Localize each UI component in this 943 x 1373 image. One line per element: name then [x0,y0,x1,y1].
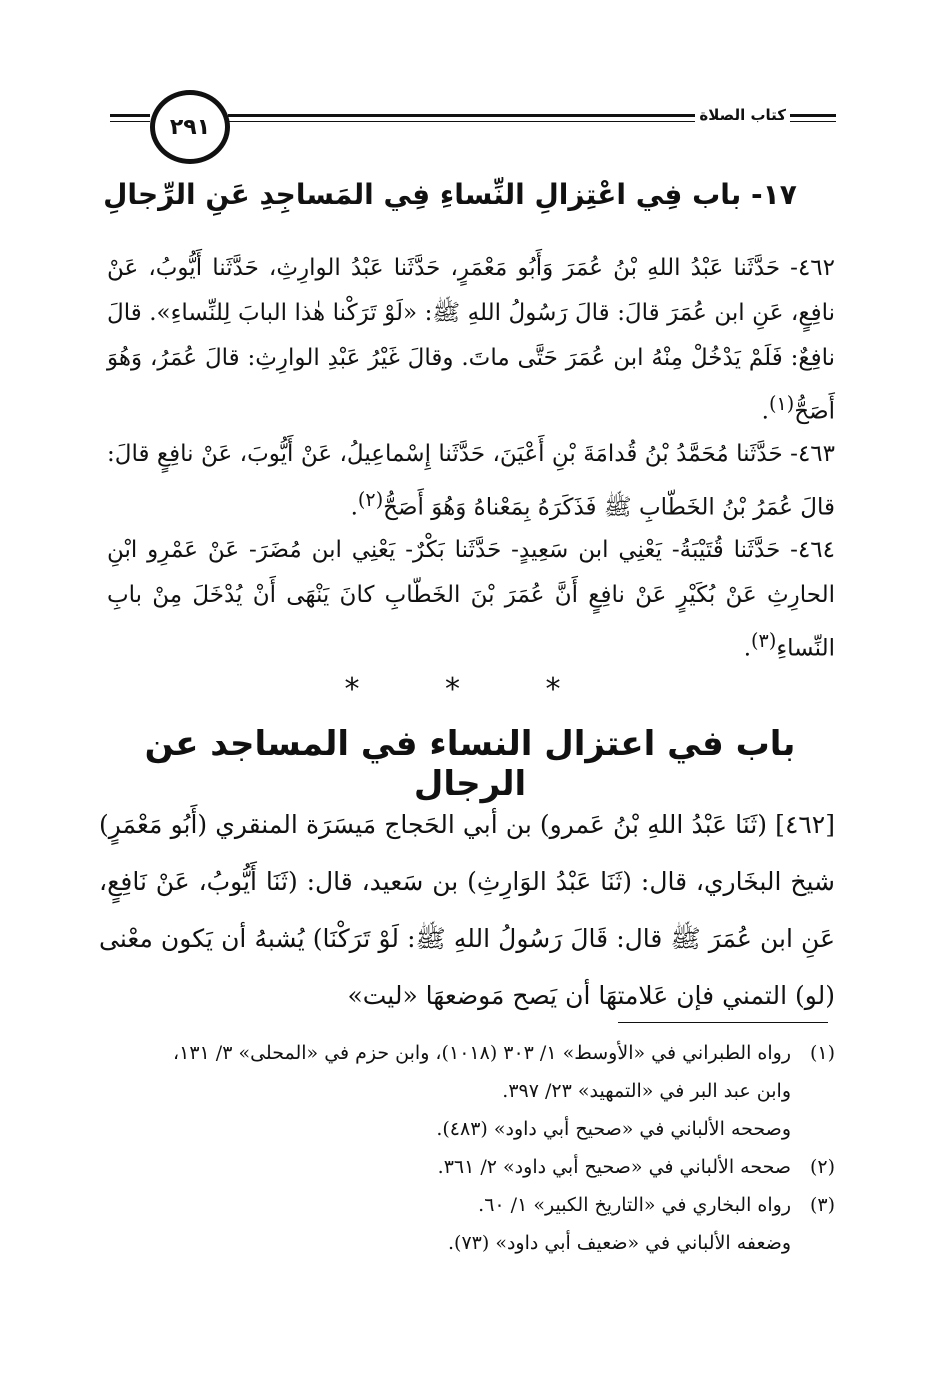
footnote-ref: (٢) [357,488,384,511]
footnote-3-line-2: وضعفه الألباني في «ضعيف أبي داود» (٧٣). [448,1232,791,1254]
footnote-1-line-1: (١)رواه الطبراني في «الأوسط» ١/ ٣٠٣ (١٠١٨)، وابن حزم في «المحلى» ٣/ ١٣١، [105,1034,835,1072]
commentary-body: [٤٦٢] (ثَنَا عَبْدُ اللهِ بْنُ عَمرو) بن أبي الحَجاج مَيسَرَة المنقري (أَبُو مَعْمَرٍ) شيخ البخَاري، قال: (ثَنَا عَبْدُ الوَارِثِ) بن سَعيد، قال: (ثَنَا أَيُّوبُ، عَنْ نَافِعٍ، عَنِ ابن عُمَرَ ﷺ قال: قَالَ رَسُولُ اللهِ ﷺ: لَوْ تَرَكْنَا) يُشبهُ أن يَكون معْنى (لو) التمني فإن عَلامتهَا أن يَصح مَوضعهَا «ليت» [99,810,835,1010]
page-header [110,88,836,168]
section-separator: * * * [344,672,599,707]
hadith-text: ٤٦٣- حَدَّثَنا مُحَمَّدُ بْنُ قُدامَةَ بْنِ أَعْيَنَ، حَدَّثَنا إِسْماعِيلُ، عَنْ أَيُّوبَ، عَنْ نافِعٍ قالَ: قالَ عُمَرُ بْنُ الخَطّابِ ﷺ فَذَكَرَهُ بِمَعْناهُ وَهُوَ أَصَحُّ [107,441,835,521]
footnote-1-line-2: وابن عبد البر في «التمهيد» ٢٣/ ٣٩٧. [502,1080,791,1102]
footnote-3-line-1: (٣)رواه البخاري في «التاريخ الكبير» ١/ ٦٠. [105,1186,835,1224]
footnotes [105,1034,835,1262]
footnote-1-line-3: وصححه الألباني في «صحيح أبي داود» (٤٨٣). [436,1118,791,1140]
footnote-number: (١) [809,1042,835,1064]
hadith-text: ٤٦٢- حَدَّثَنا عَبْدُ اللهِ بْنُ عُمَرَ وَأَبُو مَعْمَرٍ، حَدَّثَنا عَبْدُ الوارِثِ، حَدَّثَنا أَيُّوبُ، عَنْ نافِعٍ، عَنِ ابن عُمَرَ قالَ: قالَ رَسُولُ اللهِ ﷺ: «لَوْ تَرَكْنا هٰذا البابَ لِلنِّساءِ». قالَ نافِعٌ: فَلَمْ يَدْخُلْ مِنْهُ ابن عُمَرَ حَتَّى ماتَ. وقالَ غَيْرُ عَبْدِ الوارِثِ: قالَ عُمَرُ، وَهُوَ أَصَحُّ [107,255,835,425]
hadith-464: ٤٦٤- حَدَّثَنا قُتَيْبَةُ- يَعْنِي ابن سَعِيدٍ- حَدَّثَنا بَكْرٌ- يَعْنِي ابن مُضَرَ- عَنْ عَمْرِو ابْنِ الحارِثِ عَنْ بُكَيْرٍ عَنْ نافِعٍ أَنَّ عُمَرَ بْنَ الخَطّابِ كانَ يَنْهَى أَنْ يُدْخَلَ مِنْ بابِ النِّساءِ$^{(٣)}$. [107,537,835,662]
hadith-462: ٤٦٢- حَدَّثَنا عَبْدُ اللهِ بْنُ عُمَرَ وَأَبُو مَعْمَرٍ، حَدَّثَنا عَبْدُ الوارِثِ، حَدَّثَنا أَيُّوبُ، عَنْ نافِعٍ، عَنِ ابن عُمَرَ قالَ: قالَ رَسُولُ اللهِ ﷺ: «لَوْ تَرَكْنا هٰذا البابَ لِلنِّساءِ». قالَ نافِعٌ: فَلَمْ يَدْخُلْ مِنْهُ ابن عُمَرَ حَتَّى ماتَ. وقالَ غَيْرُ عَبْدِ الوارِثِ: قالَ عُمَرُ، وَهُوَ أَصَحُّ$^{(١)}$. [107,255,835,425]
hadith-text: ٤٦٤- حَدَّثَنا قُتَيْبَةُ- يَعْنِي ابن سَعِيدٍ- حَدَّثَنا بَكْرٌ- يَعْنِي ابن مُضَرَ- عَنْ عَمْرِو ابْنِ الحارِثِ عَنْ بُكَيْرٍ عَنْ نافِعٍ أَنَّ عُمَرَ بْنَ الخَطّابِ كانَ يَنْهَى أَنْ يُدْخَلَ مِنْ بابِ النِّساءِ [107,537,835,662]
header-rule-left-bottom [110,121,150,122]
footnote-2-line-1: (٢)صححه الألباني في «صحيح أبي داود» ٢/ ٣٦١. [105,1148,835,1186]
book-title: كتاب الصلاة [695,106,790,124]
footnote-number: (٢) [809,1156,835,1178]
chapter-heading: ١٧- باب فِي اعْتِزالِ النِّساءِ فِي المَساجِدِ عَنِ الرِّجالِ [103,178,797,211]
commentary-heading: باب في اعتزال النساء في المساجد عن الرجال [144,724,796,804]
footnote-ref: (٣) [751,629,777,652]
hadith-463: ٤٦٣- حَدَّثَنا مُحَمَّدُ بْنُ قُدامَةَ بْنِ أَعْيَنَ، حَدَّثَنا إِسْماعِيلُ، عَنْ أَيُّوبَ، عَنْ نافِعٍ قالَ: قالَ عُمَرُ بْنُ الخَطّابِ ﷺ فَذَكَرَهُ بِمَعْناهُ وَهُوَ أَصَحُّ$^{(٢)}$. [107,441,835,521]
page-number: ٢٩١ [150,90,230,164]
footnote-ref: (١) [768,392,795,415]
footnote-divider [618,1022,828,1023]
footnote-number: (٣) [809,1194,835,1216]
header-rule-left-top [110,114,150,117]
